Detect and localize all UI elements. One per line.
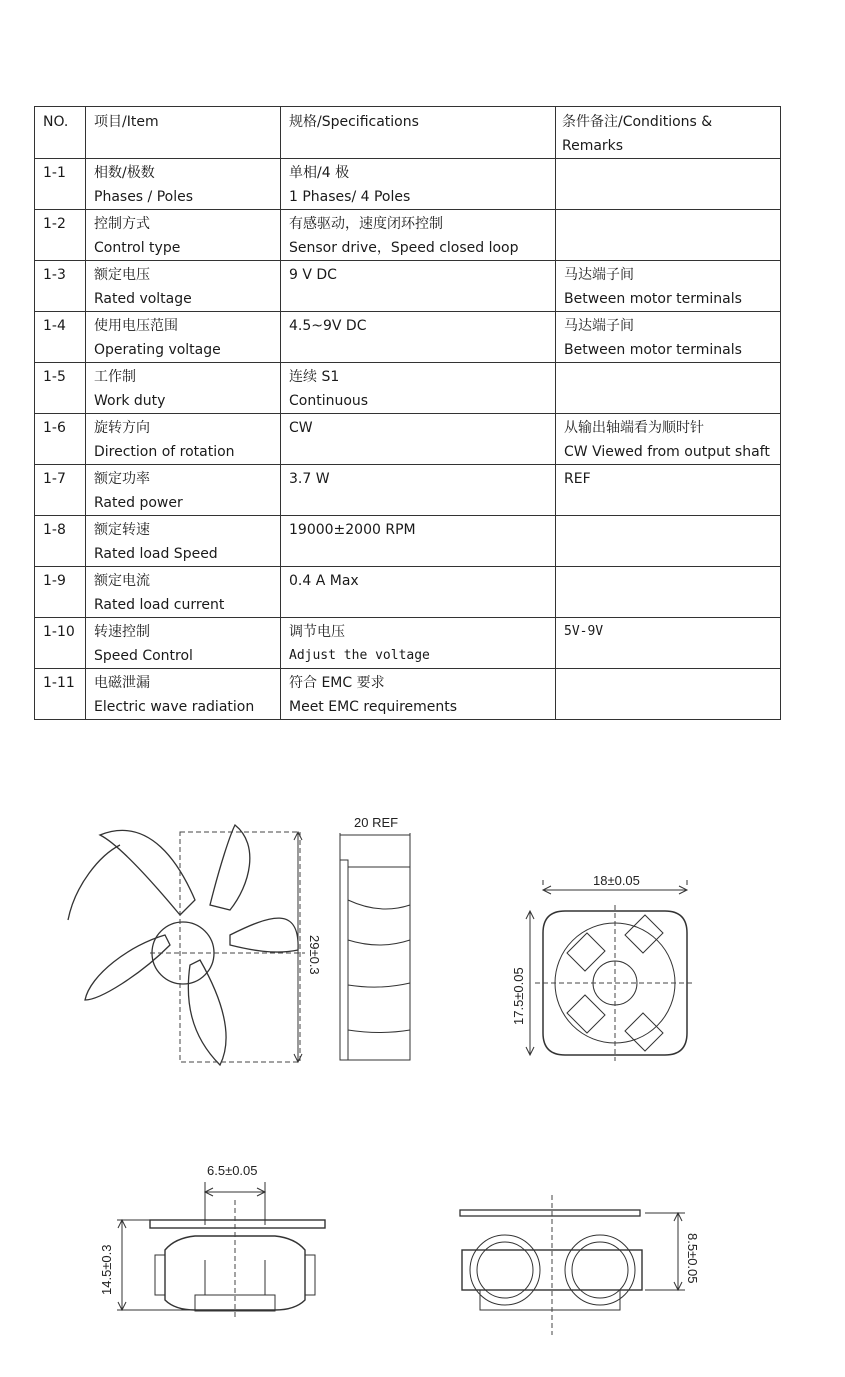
row-specification-spec-cn: 9 V DC bbox=[289, 267, 337, 283]
row-specification-spec-en: Meet EMC requirements bbox=[289, 699, 458, 715]
row-item bbox=[86, 516, 281, 567]
row-item-item-cn: 控制方式 bbox=[94, 216, 150, 232]
row-specification-spec-cn: 19000±2000 RPM bbox=[289, 522, 416, 538]
row-remark bbox=[556, 465, 781, 516]
row-no-no: 1-3 bbox=[43, 267, 66, 283]
row-specification-spec-cn: 0.4 A Max bbox=[289, 573, 359, 589]
table-row bbox=[35, 159, 781, 210]
row-item-item-cn: 额定电流 bbox=[94, 573, 150, 589]
row-specification bbox=[281, 414, 556, 465]
row-no bbox=[35, 465, 86, 516]
row-specification-spec-cn: 3.7 W bbox=[289, 471, 330, 487]
row-specification-spec-cn: 调节电压 bbox=[289, 624, 345, 640]
row-specification-spec-cn: 符合 EMC 要求 bbox=[289, 675, 385, 691]
row-specification-spec-en: Adjust the voltage bbox=[289, 648, 430, 663]
stator-front-drawing bbox=[450, 1195, 720, 1340]
specifications-table bbox=[34, 106, 781, 720]
row-item-item-en: Rated power bbox=[94, 495, 183, 511]
row-item-item-cn: 使用电压范围 bbox=[94, 318, 178, 334]
row-item-item-cn: 额定转速 bbox=[94, 522, 150, 538]
row-remark bbox=[556, 363, 781, 414]
fan-height-label: 29±0.3 bbox=[307, 935, 322, 975]
row-item bbox=[86, 363, 281, 414]
row-item-item-cn: 额定电压 bbox=[94, 267, 150, 283]
row-no bbox=[35, 516, 86, 567]
row-remark bbox=[556, 159, 781, 210]
stator-side-drawing bbox=[95, 1160, 335, 1320]
table-row bbox=[35, 261, 781, 312]
header-no: NO. bbox=[35, 107, 86, 159]
row-specification bbox=[281, 261, 556, 312]
row-no-no: 1-7 bbox=[43, 471, 66, 487]
row-remark bbox=[556, 261, 781, 312]
row-specification bbox=[281, 465, 556, 516]
table-row bbox=[35, 465, 781, 516]
row-specification-spec-cn: 连续 S1 bbox=[289, 369, 340, 385]
table-row bbox=[35, 618, 781, 669]
row-no bbox=[35, 618, 86, 669]
row-no bbox=[35, 669, 86, 720]
row-specification-spec-cn: 4.5~9V DC bbox=[289, 318, 367, 334]
row-specification bbox=[281, 669, 556, 720]
fan-width-label: 20 REF bbox=[354, 815, 399, 830]
table-row bbox=[35, 669, 781, 720]
row-remark bbox=[556, 669, 781, 720]
row-remark-remark-cn: 马达端子间 bbox=[564, 318, 634, 334]
row-remark-remark-cn: 5V-9V bbox=[564, 624, 604, 639]
row-no-no: 1-11 bbox=[43, 675, 75, 691]
row-item-item-en: Rated voltage bbox=[94, 291, 192, 307]
row-remark bbox=[556, 516, 781, 567]
row-specification-spec-cn: 单相/4 极 bbox=[289, 165, 350, 181]
row-no-no: 1-4 bbox=[43, 318, 66, 334]
row-specification bbox=[281, 159, 556, 210]
row-specification bbox=[281, 516, 556, 567]
row-no bbox=[35, 159, 86, 210]
row-no bbox=[35, 363, 86, 414]
row-no-no: 1-1 bbox=[43, 165, 66, 181]
row-remark bbox=[556, 567, 781, 618]
header-item: 项目/Item bbox=[86, 107, 281, 159]
row-item-item-en: Rated load current bbox=[94, 597, 225, 613]
table-row bbox=[35, 210, 781, 261]
row-specification-spec-en: Continuous bbox=[289, 393, 369, 409]
table-row bbox=[35, 567, 781, 618]
table-row bbox=[35, 414, 781, 465]
row-no-no: 1-10 bbox=[43, 624, 75, 640]
row-remark-remark-cn: 马达端子间 bbox=[564, 267, 634, 283]
row-no-no: 1-6 bbox=[43, 420, 66, 436]
fan-drawing bbox=[60, 805, 430, 1080]
stator-height-label: 17.5±0.05 bbox=[511, 967, 526, 1025]
row-item-item-cn: 额定功率 bbox=[94, 471, 150, 487]
row-no-no: 1-5 bbox=[43, 369, 66, 385]
row-item-item-en: Operating voltage bbox=[94, 342, 221, 358]
row-remark bbox=[556, 312, 781, 363]
row-item bbox=[86, 669, 281, 720]
row-item bbox=[86, 414, 281, 465]
row-item-item-cn: 工作制 bbox=[94, 369, 136, 385]
table-header-row bbox=[35, 107, 781, 159]
header-specifications: 规格/Specifications bbox=[281, 107, 556, 159]
row-no-no: 1-8 bbox=[43, 522, 66, 538]
row-specification-spec-cn: 有感驱动，速度闭环控制 bbox=[289, 216, 443, 232]
row-no bbox=[35, 261, 86, 312]
row-item bbox=[86, 567, 281, 618]
table-row bbox=[35, 516, 781, 567]
row-remark bbox=[556, 210, 781, 261]
row-remark bbox=[556, 414, 781, 465]
stator-width-label: 18±0.05 bbox=[593, 873, 640, 888]
row-item-item-en: Control type bbox=[94, 240, 181, 256]
row-item bbox=[86, 465, 281, 516]
header-remarks: 条件备注/Conditions & Remarks bbox=[556, 107, 781, 159]
row-specification-spec-en: 1 Phases/ 4 Poles bbox=[289, 189, 411, 205]
row-item bbox=[86, 159, 281, 210]
row-item-item-en: Work duty bbox=[94, 393, 166, 409]
row-item-item-en: Rated load Speed bbox=[94, 546, 218, 562]
row-specification bbox=[281, 567, 556, 618]
row-item bbox=[86, 618, 281, 669]
row-item-item-en: Phases / Poles bbox=[94, 189, 194, 205]
row-item bbox=[86, 210, 281, 261]
row-no bbox=[35, 210, 86, 261]
row-item bbox=[86, 312, 281, 363]
row-item-item-en: Speed Control bbox=[94, 648, 193, 664]
table-row bbox=[35, 312, 781, 363]
row-item-item-en: Electric wave radiation bbox=[94, 699, 255, 715]
row-remark bbox=[556, 618, 781, 669]
side-height-label: 14.5±0.3 bbox=[99, 1244, 114, 1295]
row-specification-spec-en: Sensor drive，Speed closed loop bbox=[289, 240, 519, 256]
row-remark-remark-cn: REF bbox=[564, 471, 591, 487]
row-specification bbox=[281, 312, 556, 363]
row-specification bbox=[281, 210, 556, 261]
row-item-item-cn: 旋转方向 bbox=[94, 420, 150, 436]
row-specification bbox=[281, 618, 556, 669]
row-no bbox=[35, 414, 86, 465]
row-no bbox=[35, 567, 86, 618]
row-item-item-en: Direction of rotation bbox=[94, 444, 235, 460]
row-remark-remark-en: Between motor terminals bbox=[564, 342, 742, 358]
row-item-item-cn: 相数/极数 bbox=[94, 165, 155, 181]
row-remark-remark-en: Between motor terminals bbox=[564, 291, 742, 307]
row-no-no: 1-9 bbox=[43, 573, 66, 589]
row-item bbox=[86, 261, 281, 312]
side-width-label: 6.5±0.05 bbox=[207, 1163, 258, 1178]
row-no bbox=[35, 312, 86, 363]
front-height-label: 8.5±0.05 bbox=[685, 1233, 700, 1284]
row-no-no: 1-2 bbox=[43, 216, 66, 232]
stator-top-drawing bbox=[505, 865, 730, 1070]
table-row bbox=[35, 363, 781, 414]
row-item-item-cn: 转速控制 bbox=[94, 624, 150, 640]
row-remark-remark-en: CW Viewed from output shaft bbox=[564, 444, 770, 460]
row-specification-spec-cn: CW bbox=[289, 420, 313, 436]
row-specification bbox=[281, 363, 556, 414]
row-item-item-cn: 电磁泄漏 bbox=[94, 675, 150, 691]
row-remark-remark-cn: 从输出轴端看为顺时针 bbox=[564, 420, 704, 436]
